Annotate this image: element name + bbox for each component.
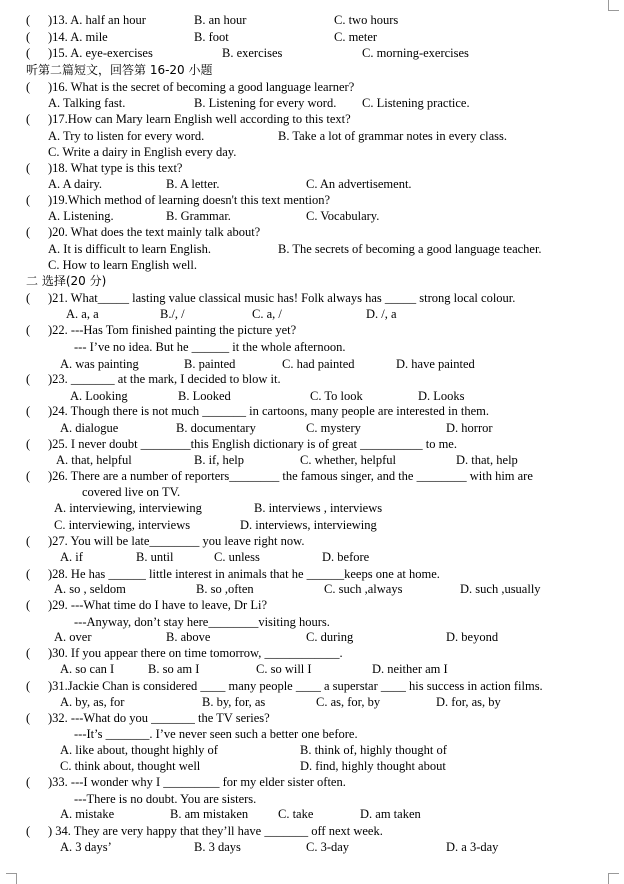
- text-segment: D. a 3-day: [446, 840, 499, 854]
- text-segment: )29. ---What time do I have to leave, Dr Li?: [48, 598, 268, 612]
- text-segment: B. Grammar.: [166, 209, 231, 223]
- answer-bracket: (: [26, 193, 31, 207]
- text-segment: )15. A. eye-exercises: [48, 46, 153, 60]
- text-segment: )16. What is the secret of becoming a good language learner?: [48, 80, 355, 94]
- text-segment: )27. You will be late________ you leave right now.: [48, 534, 305, 548]
- text-segment: C. How to learn English well.: [48, 258, 197, 272]
- text-segment: )13. A. half an hour: [48, 13, 146, 27]
- text-segment: B. think of, highly thought of: [300, 743, 447, 757]
- answer-bracket: (: [26, 598, 31, 612]
- text-segment: C. Write a dairy in English every day.: [48, 145, 237, 159]
- text-segment: B. if, help: [194, 453, 244, 467]
- text-segment: A. Talking fast.: [48, 96, 126, 110]
- text-segment: )31.Jackie Chan is considered ____ many people ____ a superstar ____ his success in action films.: [48, 679, 543, 693]
- text-segment: )17.How can Mary learn English well according to this text?: [48, 112, 351, 126]
- text-segment: A. a, a: [66, 307, 99, 321]
- answer-bracket: (: [26, 225, 31, 239]
- text-segment: A. Looking: [70, 389, 128, 403]
- text-segment: )14. A. mile: [48, 30, 108, 44]
- text-segment: C. a, /: [252, 307, 282, 321]
- text-segment: D. have painted: [396, 357, 475, 371]
- text-segment: D. beyond: [446, 630, 499, 644]
- crop-mark-bottom-right: [608, 873, 619, 884]
- text-segment: B. Take a lot of grammar notes in every class.: [278, 129, 508, 143]
- text-segment: B. an hour: [194, 13, 247, 27]
- text-segment: A. Try to listen for every word.: [48, 129, 205, 143]
- text-segment: C. To look: [310, 389, 363, 403]
- text-segment: )21. What_____ lasting value classical music has! Folk always has _____ strong local colour.: [48, 291, 516, 305]
- text-segment: )22. ---Has Tom finished painting the picture yet?: [48, 323, 297, 337]
- text-segment: ---It’s _______. I’ve never seen such a better one before.: [74, 727, 358, 741]
- text-segment: A. so , seldom: [54, 582, 126, 596]
- text-segment: B. exercises: [222, 46, 283, 60]
- text-segment: D. before: [322, 550, 370, 564]
- text-segment: 听第二篇短文，回答第 16-20 小题: [26, 63, 213, 77]
- text-segment: )30. If you appear there on time tomorrow, ____________.: [48, 646, 343, 660]
- answer-bracket: (: [26, 323, 31, 337]
- text-segment: C. 3-day: [306, 840, 350, 854]
- text-segment: D. such ,usually: [460, 582, 541, 596]
- text-segment: B. A letter.: [166, 177, 220, 191]
- text-segment: D. horror: [446, 421, 493, 435]
- text-segment: )26. There are a number of reporters________ the famous singer, and the ________ with him are: [48, 469, 533, 483]
- text-segment: C. two hours: [334, 13, 399, 27]
- text-segment: B. by, for, as: [202, 695, 266, 709]
- text-segment: A. 3 days’: [60, 840, 112, 854]
- answer-bracket: (: [26, 824, 31, 838]
- answer-bracket: (: [26, 646, 31, 660]
- answer-bracket: (: [26, 80, 31, 94]
- text-segment: covered live on TV.: [82, 485, 181, 499]
- text-segment: A. dialogue: [60, 421, 119, 435]
- text-segment: B. above: [166, 630, 211, 644]
- text-segment: A. was painting: [60, 357, 139, 371]
- text-segment: D. /, a: [366, 307, 397, 321]
- text-segment: )33. ---I wonder why I _________ for my elder sister often.: [48, 775, 346, 789]
- text-segment: --- I’ve no idea. But he ______ it the whole afternoon.: [74, 340, 346, 354]
- text-segment: C. meter: [334, 30, 378, 44]
- text-segment: B. foot: [194, 30, 229, 44]
- answer-bracket: (: [26, 534, 31, 548]
- crop-mark-top-right: [608, 0, 619, 11]
- answer-bracket: (: [26, 679, 31, 693]
- text-segment: A. if: [60, 550, 83, 564]
- answer-bracket: (: [26, 469, 31, 483]
- answer-bracket: (: [26, 567, 31, 581]
- text-segment: )23. _______ at the mark, I decided to blow it.: [48, 372, 281, 386]
- text-segment: ---Anyway, don’t stay here________visiting hours.: [74, 615, 330, 629]
- text-segment: B. Listening for every word.: [194, 96, 337, 110]
- text-segment: D. am taken: [360, 807, 421, 821]
- text-segment: C. Listening practice.: [362, 96, 470, 110]
- text-segment: A. mistake: [60, 807, 115, 821]
- text-segment: A. so can I: [60, 662, 115, 676]
- text-segment: C. whether, helpful: [300, 453, 397, 467]
- text-segment: C. unless: [214, 550, 260, 564]
- answer-bracket: (: [26, 437, 31, 451]
- text-segment: D. Looks: [418, 389, 465, 403]
- text-segment: C. such ,always: [324, 582, 403, 596]
- text-segment: C. had painted: [282, 357, 355, 371]
- text-segment: A. like about, thought highly of: [60, 743, 218, 757]
- answer-bracket: (: [26, 161, 31, 175]
- answer-bracket: (: [26, 291, 31, 305]
- text-segment: )32. ---What do you _______ the TV series?: [48, 711, 270, 725]
- answer-bracket: (: [26, 13, 31, 27]
- text-segment: B. so ,often: [196, 582, 254, 596]
- answer-bracket: (: [26, 46, 31, 60]
- text-segment: B. painted: [184, 357, 236, 371]
- text-segment: B. documentary: [176, 421, 256, 435]
- text-segment: A. by, as, for: [60, 695, 125, 709]
- text-segment: )18. What type is this text?: [48, 161, 183, 175]
- text-segment: B. Looked: [178, 389, 231, 403]
- text-segment: D. that, help: [456, 453, 518, 467]
- text-segment: 二 选择(20 分): [26, 274, 107, 288]
- text-segment: C. take: [278, 807, 314, 821]
- text-segment: A. It is difficult to learn English.: [48, 242, 211, 256]
- text-segment: D. neither am I: [372, 662, 448, 676]
- text-segment: C. mystery: [306, 421, 361, 435]
- text-segment: B. so am I: [148, 662, 200, 676]
- text-segment: C. Vocabulary.: [306, 209, 380, 223]
- text-segment: C. so will I: [256, 662, 312, 676]
- answer-bracket: (: [26, 404, 31, 418]
- text-segment: A. that, helpful: [56, 453, 132, 467]
- text-segment: D. for, as, by: [436, 695, 501, 709]
- text-segment: A. A dairy.: [48, 177, 103, 191]
- answer-bracket: (: [26, 372, 31, 386]
- text-segment: ---There is no doubt. You are sisters.: [74, 792, 257, 806]
- text-segment: B. 3 days: [194, 840, 241, 854]
- answer-bracket: (: [26, 30, 31, 44]
- text-segment: D. find, highly thought about: [300, 759, 446, 773]
- text-segment: A. Listening.: [48, 209, 114, 223]
- text-segment: A. interviewing, interviewing: [54, 501, 202, 515]
- text-segment: B. interviews , interviews: [254, 501, 383, 515]
- text-segment: B./, /: [160, 307, 185, 321]
- text-segment: )20. What does the text mainly talk about?: [48, 225, 261, 239]
- text-segment: B. am mistaken: [170, 807, 249, 821]
- text-segment: C. think about, thought well: [60, 759, 201, 773]
- text-segment: A. over: [54, 630, 92, 644]
- answer-bracket: (: [26, 711, 31, 725]
- text-segment: B. The secrets of becoming a good language teacher.: [278, 242, 542, 256]
- text-segment: C. as, for, by: [316, 695, 381, 709]
- text-segment: C. during: [306, 630, 354, 644]
- text-segment: )24. Though there is not much _______ in cartoons, many people are interested in them.: [48, 404, 489, 418]
- text-segment: )19.Which method of learning doesn't this text mention?: [48, 193, 331, 207]
- text-segment: D. interviews, interviewing: [240, 518, 377, 532]
- crop-mark-bottom-left: [6, 873, 17, 884]
- text-segment: )25. I never doubt ________this English dictionary is of great __________ to me.: [48, 437, 457, 451]
- answer-bracket: (: [26, 112, 31, 126]
- text-segment: B. until: [136, 550, 174, 564]
- text-segment: C. morning-exercises: [362, 46, 469, 60]
- answer-bracket: (: [26, 775, 31, 789]
- text-segment: ) 34. They are very happy that they’ll have _______ off next week.: [48, 824, 383, 838]
- text-segment: )28. He has ______ little interest in animals that he ______keeps one at home.: [48, 567, 440, 581]
- text-segment: C. interviewing, interviews: [54, 518, 191, 532]
- text-segment: C. An advertisement.: [306, 177, 412, 191]
